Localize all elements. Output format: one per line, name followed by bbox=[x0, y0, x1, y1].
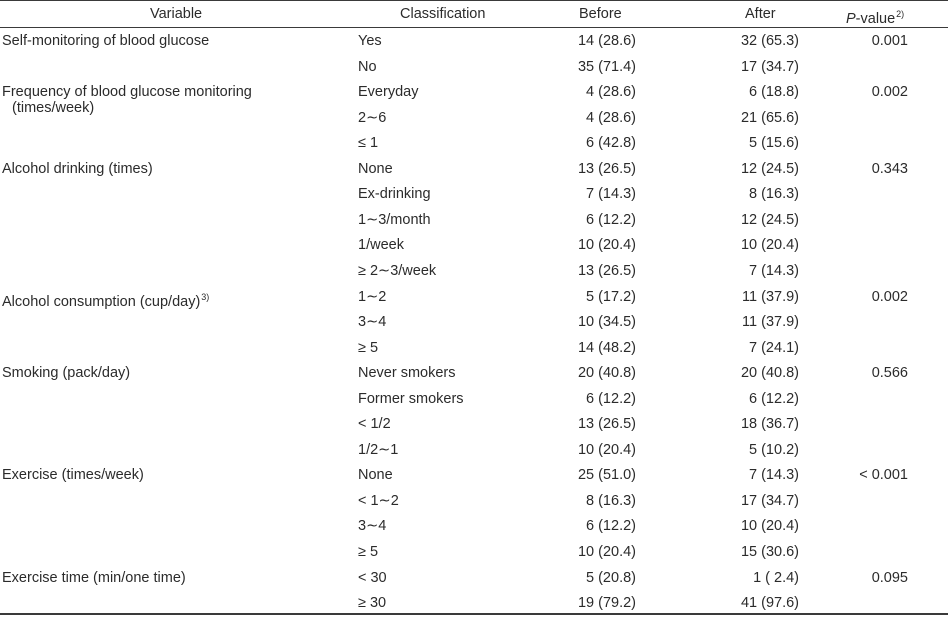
table-row bbox=[0, 365, 948, 391]
after-cell: 7 (14.3) bbox=[749, 262, 799, 279]
table-row bbox=[0, 59, 948, 85]
classification-cell: < 1∼2 bbox=[358, 492, 399, 509]
classification-cell: ≤ 1 bbox=[358, 135, 379, 152]
table-row bbox=[0, 84, 948, 117]
variable-cell bbox=[2, 161, 153, 177]
table-row bbox=[0, 493, 948, 519]
variable-label: Smoking (pack/day) bbox=[2, 365, 131, 382]
after-cell: 10 (20.4) bbox=[740, 237, 799, 254]
before-cell: 5 (20.8) bbox=[586, 569, 636, 586]
header-classification: Classification bbox=[400, 6, 486, 22]
variable-cell bbox=[2, 570, 186, 586]
header-before: Before bbox=[579, 6, 622, 22]
pvalue-cell: 0.002 bbox=[871, 84, 908, 101]
table-row bbox=[0, 442, 948, 468]
before-cell: 14 (28.6) bbox=[577, 33, 636, 49]
pvalue-cell: 0.001 bbox=[871, 33, 908, 49]
variable-cell bbox=[2, 33, 209, 49]
table-row bbox=[0, 570, 948, 596]
before-cell: 10 (34.5) bbox=[577, 314, 636, 331]
before-cell: 6 (42.8) bbox=[586, 135, 636, 152]
table-row bbox=[0, 110, 948, 136]
header-pvalue-text: -value bbox=[855, 11, 896, 27]
classification-cell: 3∼4 bbox=[358, 314, 387, 331]
after-cell: 41 (97.6) bbox=[740, 595, 799, 612]
variable-cell bbox=[2, 289, 209, 310]
after-cell: 17 (34.7) bbox=[740, 58, 799, 75]
after-cell: 11 (37.9) bbox=[742, 288, 799, 305]
classification-cell: 1∼2 bbox=[358, 288, 387, 305]
table-row bbox=[0, 263, 948, 289]
header-variable: Variable bbox=[150, 6, 203, 22]
table-row bbox=[0, 544, 948, 570]
before-cell: 6 (12.2) bbox=[586, 390, 636, 407]
table-row bbox=[0, 289, 948, 315]
before-cell: 13 (26.5) bbox=[577, 160, 636, 177]
before-cell: 8 (16.3) bbox=[586, 492, 636, 509]
classification-cell: None bbox=[358, 467, 393, 484]
before-cell: 4 (28.6) bbox=[586, 84, 636, 101]
variable-cell bbox=[2, 467, 144, 483]
after-cell: 12 (24.5) bbox=[740, 160, 799, 177]
classification-cell: 1/week bbox=[358, 237, 404, 254]
pvalue-cell: < 0.001 bbox=[859, 467, 908, 484]
table-bottom-rule bbox=[0, 613, 948, 615]
pvalue-cell: 0.566 bbox=[871, 365, 908, 382]
classification-cell: Everyday bbox=[358, 84, 419, 101]
classification-cell: ≥ 5 bbox=[358, 339, 379, 356]
after-cell: 15 (30.6) bbox=[740, 544, 799, 560]
after-cell: 12 (24.5) bbox=[740, 211, 799, 228]
before-cell: 13 (26.5) bbox=[577, 416, 636, 433]
variable-label: Self-monitoring of blood glucose bbox=[2, 33, 210, 49]
pvalue-cell: 0.343 bbox=[871, 160, 908, 177]
pvalue-cell: 0.095 bbox=[871, 569, 908, 586]
classification-cell: < 1/2 bbox=[358, 416, 391, 433]
after-cell: 10 (20.4) bbox=[740, 518, 799, 535]
classification-cell: ≥ 2∼3/week bbox=[358, 262, 437, 279]
before-cell: 10 (20.4) bbox=[577, 441, 636, 458]
table-row bbox=[0, 237, 948, 263]
variable-label: Alcohol consumption (cup/day) bbox=[2, 293, 201, 310]
table-row bbox=[0, 135, 948, 161]
table-row bbox=[0, 595, 948, 621]
variable-label: Alcohol drinking (times) bbox=[2, 160, 153, 177]
classification-cell: ≥ 30 bbox=[358, 595, 387, 612]
before-cell: 7 (14.3) bbox=[586, 186, 636, 203]
variable-label: Exercise time (min/one time) bbox=[2, 569, 186, 586]
variable-label-line2: (times/week) bbox=[12, 100, 95, 117]
classification-cell: None bbox=[358, 160, 393, 177]
classification-cell: 3∼4 bbox=[358, 518, 387, 535]
before-cell: 14 (48.2) bbox=[577, 339, 636, 356]
after-cell: 5 (15.6) bbox=[749, 135, 799, 152]
table-row bbox=[0, 518, 948, 544]
before-cell: 10 (20.4) bbox=[577, 237, 636, 254]
classification-cell: 1/2∼1 bbox=[358, 441, 399, 458]
table-row bbox=[0, 186, 948, 212]
table-header-rule bbox=[0, 27, 948, 28]
after-cell: 17 (34.7) bbox=[740, 492, 799, 509]
after-cell: 7 (14.3) bbox=[749, 467, 799, 484]
after-cell: 11 (37.9) bbox=[742, 314, 799, 331]
after-cell: 1 ( 2.4) bbox=[753, 569, 799, 586]
classification-cell: No bbox=[358, 58, 377, 75]
after-cell: 20 (40.8) bbox=[740, 365, 799, 382]
before-cell: 10 (20.4) bbox=[577, 544, 636, 560]
classification-cell: < 30 bbox=[358, 569, 387, 586]
table-top-rule bbox=[0, 0, 948, 1]
pvalue-cell: 0.002 bbox=[871, 288, 908, 305]
after-cell: 6 (12.2) bbox=[749, 390, 799, 407]
table-row bbox=[0, 467, 948, 493]
before-cell: 5 (17.2) bbox=[586, 288, 636, 305]
after-cell: 5 (10.2) bbox=[749, 441, 799, 458]
variable-cell bbox=[2, 365, 130, 381]
before-cell: 6 (12.2) bbox=[586, 518, 636, 535]
table-row bbox=[0, 340, 948, 366]
variable-label: Exercise (times/week) bbox=[2, 467, 144, 484]
table-row bbox=[0, 212, 948, 238]
classification-cell: 2∼6 bbox=[358, 109, 387, 126]
after-cell: 21 (65.6) bbox=[740, 109, 799, 126]
before-cell: 25 (51.0) bbox=[577, 467, 636, 484]
before-cell: 35 (71.4) bbox=[577, 58, 636, 75]
classification-cell: Never smokers bbox=[358, 365, 456, 382]
table-row bbox=[0, 33, 948, 59]
after-cell: 18 (36.7) bbox=[740, 416, 799, 433]
classification-cell: ≥ 5 bbox=[358, 544, 379, 560]
classification-cell: 1∼3/month bbox=[358, 211, 431, 228]
classification-cell: Yes bbox=[358, 33, 382, 49]
header-pvalue-italic: P bbox=[846, 11, 856, 27]
after-cell: 32 (65.3) bbox=[740, 33, 799, 49]
before-cell: 6 (12.2) bbox=[586, 211, 636, 228]
header-pvalue bbox=[846, 6, 904, 27]
before-cell: 13 (26.5) bbox=[577, 262, 636, 279]
after-cell: 6 (18.8) bbox=[749, 84, 799, 101]
header-after: After bbox=[745, 6, 776, 22]
after-cell: 7 (24.1) bbox=[749, 339, 799, 356]
variable-label: Frequency of blood glucose monitoring bbox=[2, 84, 252, 101]
before-cell: 19 (79.2) bbox=[577, 595, 636, 612]
table-row bbox=[0, 161, 948, 187]
after-cell: 8 (16.3) bbox=[749, 186, 799, 203]
classification-cell: Ex-drinking bbox=[358, 186, 431, 203]
before-cell: 20 (40.8) bbox=[577, 365, 636, 382]
variable-footnote: 3) bbox=[201, 291, 210, 302]
table-row bbox=[0, 416, 948, 442]
classification-cell: Former smokers bbox=[358, 390, 464, 407]
table-row bbox=[0, 391, 948, 417]
header-pvalue-footnote: 2) bbox=[896, 9, 905, 19]
before-cell: 4 (28.6) bbox=[586, 109, 636, 126]
table-row bbox=[0, 314, 948, 340]
